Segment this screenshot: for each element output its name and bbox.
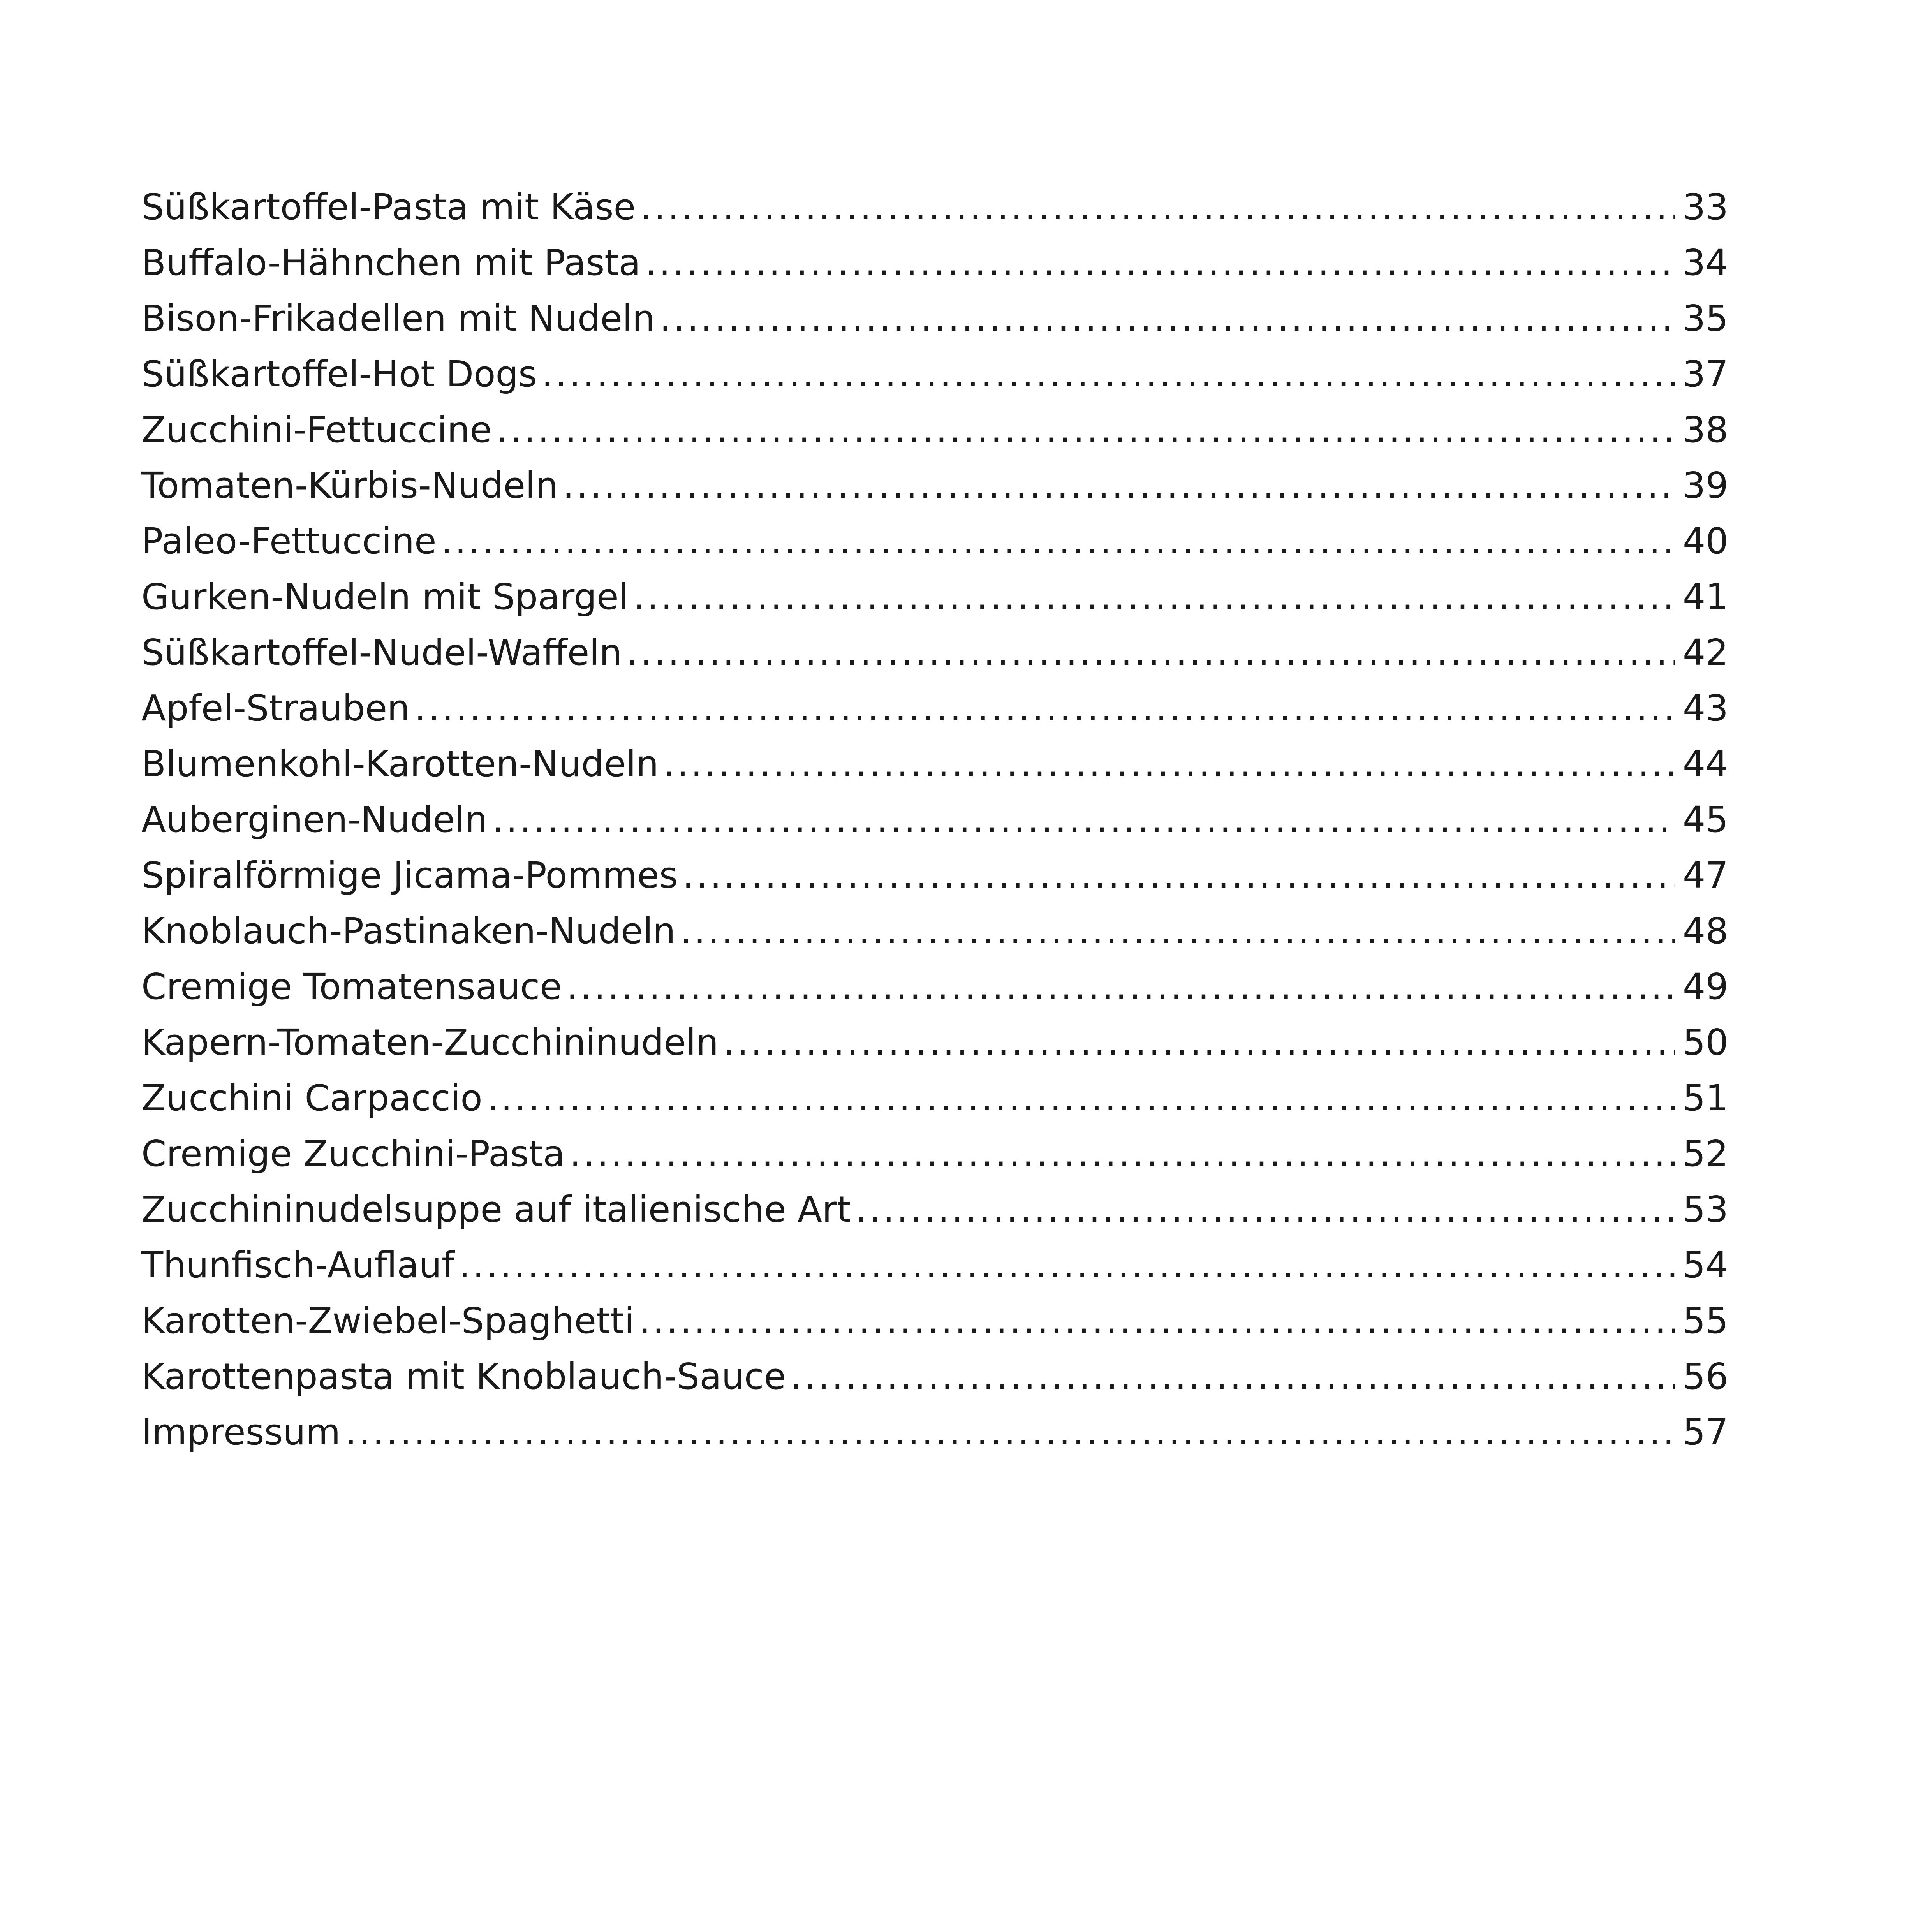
toc-entry[interactable]: [141, 1293, 1728, 1349]
toc-dot-leader: [627, 625, 1675, 680]
toc-entry-page: 44: [1682, 743, 1728, 785]
toc-dot-leader: [683, 847, 1675, 903]
toc-entry-page: 41: [1682, 576, 1728, 618]
toc-entry-page: 38: [1682, 409, 1728, 451]
toc-entry-title: Zucchini-Fettuccine: [141, 409, 492, 451]
toc-entry-title: Buffalo-Hähnchen mit Pasta: [141, 242, 641, 284]
toc-entry-page: 49: [1682, 966, 1728, 1007]
toc-entry-page: 43: [1682, 687, 1728, 729]
toc-dot-leader: [570, 1126, 1675, 1182]
toc-entry-title: Apfel-Strauben: [141, 687, 410, 729]
toc-dot-leader: [563, 458, 1675, 513]
toc-entry-page: 53: [1682, 1189, 1728, 1230]
toc-entry-title: Zucchininudelsuppe auf italienische Art: [141, 1189, 851, 1230]
toc-entry[interactable]: [141, 847, 1728, 903]
toc-dot-leader: [645, 235, 1675, 291]
toc-dot-leader: [567, 959, 1675, 1014]
toc-entry[interactable]: [141, 291, 1728, 346]
toc-entry-page: 57: [1682, 1411, 1728, 1453]
toc-entry-title: Auberginen-Nudeln: [141, 799, 488, 840]
toc-entry-page: 50: [1682, 1021, 1728, 1063]
toc-dot-leader: [856, 1182, 1675, 1237]
toc-dot-leader: [497, 402, 1675, 458]
toc-entry[interactable]: [141, 1182, 1728, 1237]
toc-entry-title: Blumenkohl-Karotten-Nudeln: [141, 743, 659, 785]
toc-entry[interactable]: [141, 458, 1728, 513]
toc-dot-leader: [542, 346, 1675, 402]
toc-entry[interactable]: [141, 680, 1728, 736]
toc-dot-leader: [663, 736, 1675, 792]
toc-entry[interactable]: [141, 1014, 1728, 1070]
toc-entry-title: Impressum: [141, 1411, 341, 1453]
toc-entry-title: Thunfisch-Auflauf: [141, 1244, 454, 1286]
toc-entry-page: 35: [1682, 298, 1728, 339]
toc-dot-leader: [414, 680, 1675, 736]
toc-entry-page: 45: [1682, 799, 1728, 840]
toc-entry[interactable]: [141, 402, 1728, 458]
toc-entry[interactable]: [141, 569, 1728, 625]
toc-entry-page: 40: [1682, 520, 1728, 562]
toc-entry-title: Knoblauch-Pastinaken-Nudeln: [141, 910, 676, 952]
toc-dot-leader: [492, 792, 1675, 847]
toc-entry[interactable]: [141, 346, 1728, 402]
toc-entry-title: Süßkartoffel-Hot Dogs: [141, 353, 537, 395]
toc-entry-title: Gurken-Nudeln mit Spargel: [141, 576, 629, 618]
toc-entry-page: 42: [1682, 632, 1728, 673]
toc-entry-title: Süßkartoffel-Nudel-Waffeln: [141, 632, 622, 673]
toc-dot-leader: [639, 1293, 1675, 1349]
toc-entry-title: Spiralförmige Jicama-Pommes: [141, 854, 678, 896]
table-of-contents: [141, 179, 1728, 1460]
toc-entry-page: 33: [1682, 186, 1728, 228]
toc-entry[interactable]: [141, 1126, 1728, 1182]
toc-entry-page: 55: [1682, 1300, 1728, 1342]
toc-entry[interactable]: [141, 1237, 1728, 1293]
toc-entry[interactable]: [141, 1070, 1728, 1126]
toc-entry-page: 48: [1682, 910, 1728, 952]
toc-dot-leader: [441, 513, 1675, 569]
toc-entry-title: Kapern-Tomaten-Zucchininudeln: [141, 1021, 719, 1063]
toc-dot-leader: [345, 1404, 1675, 1460]
toc-entry[interactable]: [141, 903, 1728, 959]
toc-entry[interactable]: [141, 959, 1728, 1014]
toc-dot-leader: [633, 569, 1675, 625]
toc-entry-page: 34: [1682, 242, 1728, 284]
toc-entry-page: 39: [1682, 465, 1728, 506]
toc-entry-page: 52: [1682, 1133, 1728, 1175]
toc-entry-page: 56: [1682, 1356, 1728, 1397]
toc-entry-title: Karotten-Zwiebel-Spaghetti: [141, 1300, 634, 1342]
toc-entry[interactable]: [141, 1349, 1728, 1404]
toc-dot-leader: [680, 903, 1675, 959]
toc-entry-title: Cremige Zucchini-Pasta: [141, 1133, 565, 1175]
toc-entry[interactable]: [141, 792, 1728, 847]
toc-entry-page: 37: [1682, 353, 1728, 395]
toc-entry-title: Zucchini Carpaccio: [141, 1077, 483, 1119]
toc-entry-title: Süßkartoffel-Pasta mit Käse: [141, 186, 636, 228]
toc-entry[interactable]: [141, 625, 1728, 680]
toc-entry[interactable]: [141, 736, 1728, 792]
toc-entry[interactable]: [141, 513, 1728, 569]
toc-entry-page: 54: [1682, 1244, 1728, 1286]
toc-dot-leader: [660, 291, 1675, 346]
toc-entry[interactable]: [141, 179, 1728, 235]
toc-dot-leader: [640, 179, 1675, 235]
toc-entry-title: Cremige Tomatensauce: [141, 966, 562, 1007]
toc-dot-leader: [487, 1070, 1675, 1126]
toc-dot-leader: [723, 1014, 1675, 1070]
toc-dot-leader: [791, 1349, 1675, 1404]
toc-entry-title: Tomaten-Kürbis-Nudeln: [141, 465, 558, 506]
toc-entry-title: Bison-Frikadellen mit Nudeln: [141, 298, 655, 339]
toc-entry-title: Karottenpasta mit Knoblauch-Sauce: [141, 1356, 786, 1397]
toc-entry[interactable]: [141, 235, 1728, 291]
toc-entry-page: 51: [1682, 1077, 1728, 1119]
toc-entry-title: Paleo-Fettuccine: [141, 520, 437, 562]
toc-entry-page: 47: [1682, 854, 1728, 896]
toc-dot-leader: [459, 1237, 1675, 1293]
toc-entry[interactable]: [141, 1404, 1728, 1460]
